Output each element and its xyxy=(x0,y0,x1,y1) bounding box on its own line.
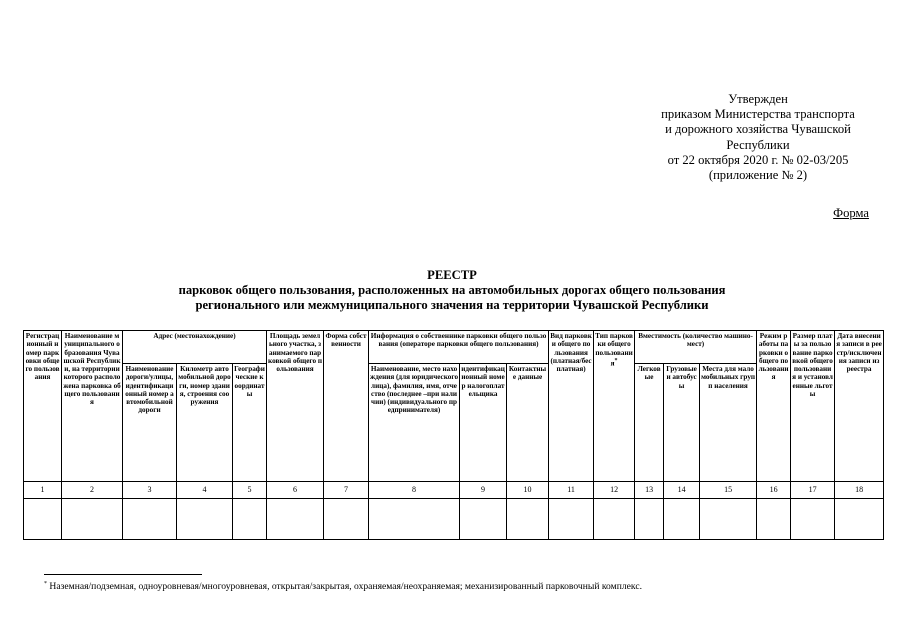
empty-cell xyxy=(267,499,324,540)
empty-cell xyxy=(233,499,267,540)
header-address: Адрес (местонахождение) xyxy=(123,331,267,364)
empty-cell xyxy=(835,499,884,540)
approval-block xyxy=(630,92,886,183)
header-ownership: Форма собственности xyxy=(324,331,369,482)
footnote-text: Наземная/подземная, одноуровневая/многоуровневая, открытая/закрытая, охраняемая/неохраняемая; механизированный парковочный комплекс. xyxy=(49,581,642,593)
empty-cell xyxy=(594,499,635,540)
header-owner-contacts: Контактные данные xyxy=(507,364,549,482)
header-row-1 xyxy=(24,331,884,364)
empty-cell xyxy=(62,499,123,540)
empty-cell xyxy=(460,499,507,540)
document-title xyxy=(0,268,904,314)
empty-cell xyxy=(791,499,835,540)
header-cap-trucks: Грузовые и автобусы xyxy=(664,364,700,482)
header-owner-inn: идентификационный номер налогоплательщика xyxy=(460,364,507,482)
footnote xyxy=(44,581,642,592)
header-cap-cars: Легковые xyxy=(635,364,664,482)
approval-line-5: от 22 октября 2020 г. № 02-03/205 xyxy=(667,152,849,167)
title-line-1: РЕЕСТР xyxy=(427,268,477,282)
empty-cell xyxy=(177,499,233,540)
header-work-mode: Режим работы парковки общего пользования xyxy=(757,331,791,482)
footnote-mark: * xyxy=(44,581,47,587)
header-cap-disabled: Места для маломобильных групп населения xyxy=(700,364,757,482)
column-number: 6 xyxy=(267,482,324,499)
column-number: 15 xyxy=(700,482,757,499)
column-number-row xyxy=(24,482,884,499)
column-number: 13 xyxy=(635,482,664,499)
empty-cell xyxy=(664,499,700,540)
column-number: 9 xyxy=(460,482,507,499)
column-number: 10 xyxy=(507,482,549,499)
column-number: 2 xyxy=(62,482,123,499)
empty-cell xyxy=(369,499,460,540)
empty-cell xyxy=(700,499,757,540)
header-parking-type-text: Тип парковки общего пользования xyxy=(595,332,633,368)
registry-table xyxy=(23,330,884,540)
empty-cell xyxy=(549,499,594,540)
header-date: Дата внесения записи в реестр/исключения записи из реестра xyxy=(835,331,884,482)
form-label: Форма xyxy=(833,206,869,220)
approval-line-4: Республики xyxy=(726,137,790,152)
empty-data-row xyxy=(24,499,884,540)
header-address-road: Наименование дороги/улицы, идентификационный номер автомобильной дороги xyxy=(123,364,177,482)
column-number: 3 xyxy=(123,482,177,499)
empty-cell xyxy=(324,499,369,540)
footnote-separator xyxy=(44,574,202,575)
title-line-2: парковок общего пользования, расположенных на автомобильных дорогах общего пользования xyxy=(178,283,726,298)
approval-line-1: Утвержден xyxy=(728,92,788,106)
header-owner-info: Информация о собственнике парковки общего пользования (операторе парковки общего пользования) xyxy=(369,331,549,364)
column-number: 14 xyxy=(664,482,700,499)
header-reg-num: Регистрационный номер парковки общего пользования xyxy=(24,331,62,482)
header-area: Площадь земельного участка, занимаемого парковкой общего пользования xyxy=(267,331,324,482)
column-number: 16 xyxy=(757,482,791,499)
header-parking-type xyxy=(594,331,635,482)
approval-line-2: приказом Министерства транспорта xyxy=(661,107,855,122)
column-number: 7 xyxy=(324,482,369,499)
footnote-ref-mark: * xyxy=(614,357,618,364)
header-usage-type: Вид парковки общего пользования (платная/бесплатная) xyxy=(549,331,594,482)
empty-cell xyxy=(507,499,549,540)
column-number: 12 xyxy=(594,482,635,499)
header-row-2 xyxy=(24,364,884,482)
header-address-km: Километр автомобильной дороги, номер здания, строения сооружения xyxy=(177,364,233,482)
column-number: 11 xyxy=(549,482,594,499)
column-number: 5 xyxy=(233,482,267,499)
title-line-3: регионального или межмуниципального значения на территории Чувашской Республики xyxy=(195,298,709,313)
column-number: 8 xyxy=(369,482,460,499)
header-fee: Размер платы за пользование парковкой общего пользования и установленные льготы xyxy=(791,331,835,482)
empty-cell xyxy=(24,499,62,540)
empty-cell xyxy=(757,499,791,540)
column-number: 4 xyxy=(177,482,233,499)
header-address-geo: Географические координаты xyxy=(233,364,267,482)
column-number: 18 xyxy=(835,482,884,499)
approval-line-3: и дорожного хозяйства Чувашской xyxy=(665,122,851,137)
column-number: 1 xyxy=(24,482,62,499)
header-municipality: Наименование муниципального образования Чувашской Республики, на территории которого расположена парковка общего пользования xyxy=(62,331,123,482)
header-capacity: Вместимость (количество машино-мест) xyxy=(635,331,757,364)
header-owner-name: Наименование, место нахождения (для юридического лица), фамилия, имя, отчество (последнее –при наличии) (индивидуального предпринимателя) xyxy=(369,364,460,482)
empty-cell xyxy=(635,499,664,540)
approval-line-6: (приложение № 2) xyxy=(708,168,808,183)
empty-cell xyxy=(123,499,177,540)
column-number: 17 xyxy=(791,482,835,499)
